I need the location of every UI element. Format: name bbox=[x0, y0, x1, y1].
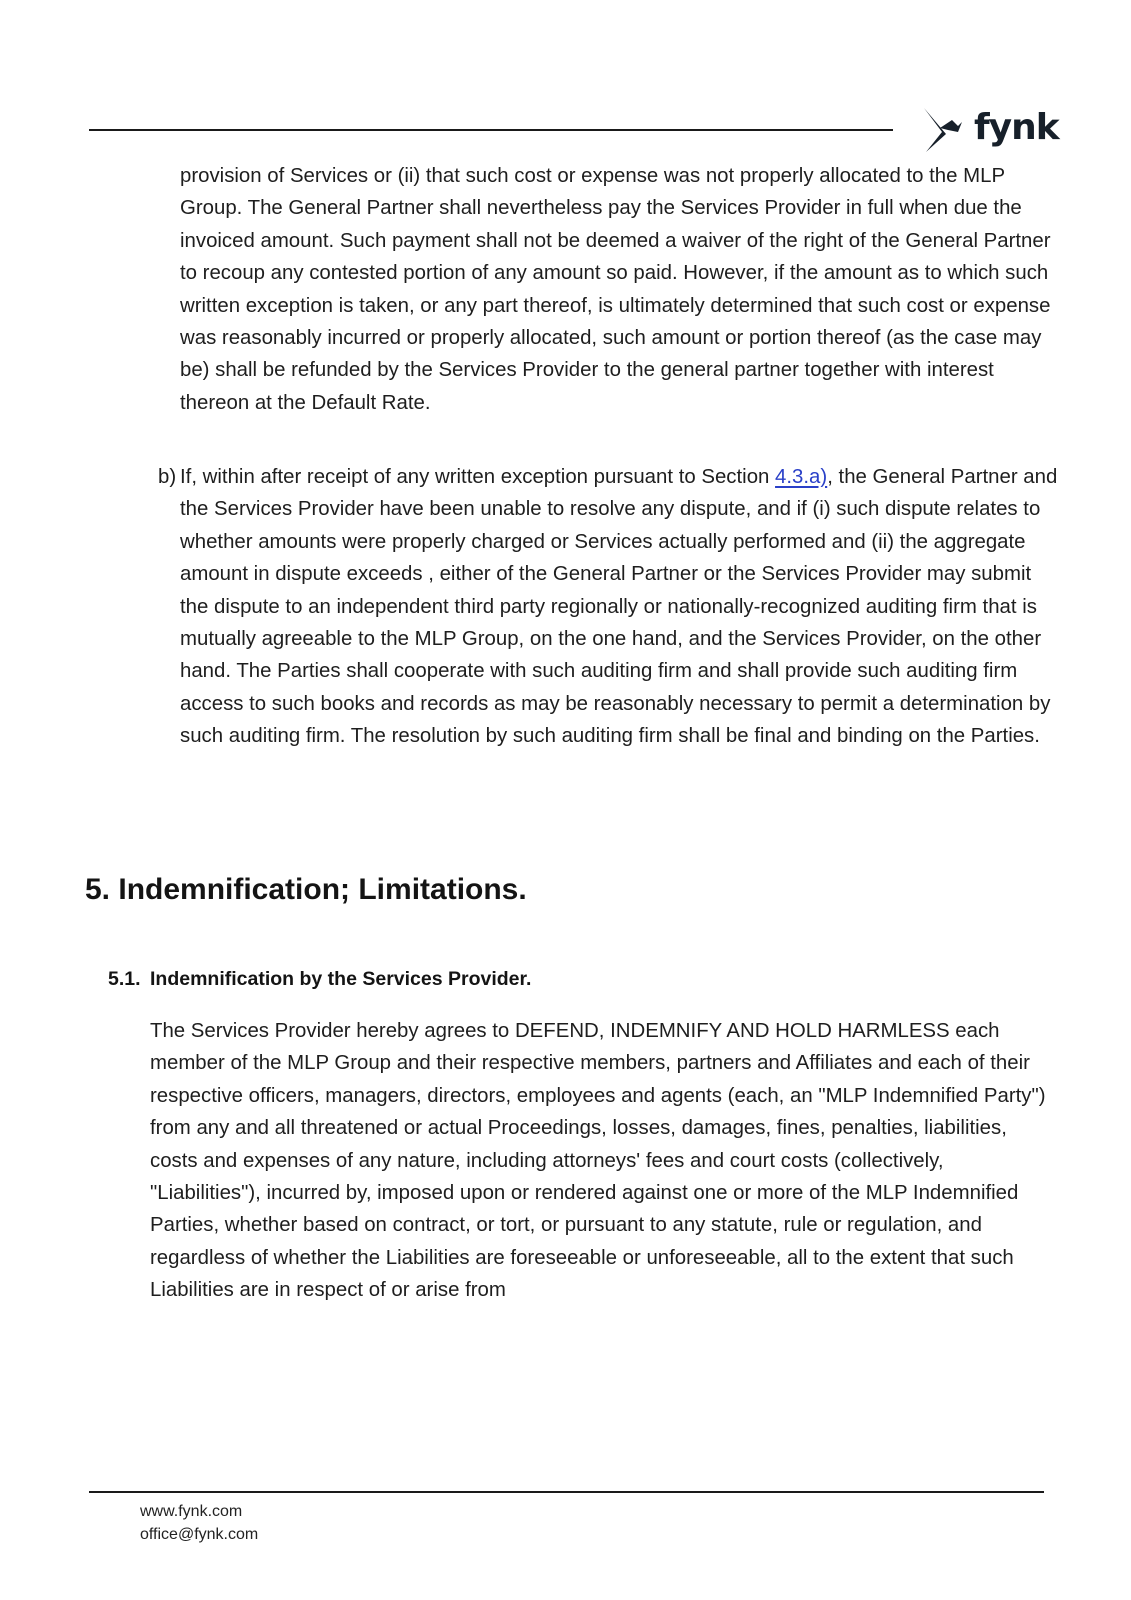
list-item-b-text-before: If, within after receipt of any written exception pursuant to Section bbox=[180, 466, 776, 488]
list-item-b-text bbox=[180, 461, 1058, 753]
subsection-heading bbox=[108, 965, 531, 993]
footer-divider bbox=[89, 1491, 1044, 1493]
subsection-title: Indemnification by the Services Provider. bbox=[150, 968, 532, 990]
fynk-logo bbox=[922, 104, 1059, 156]
footer-email: office@fynk.com bbox=[140, 1526, 259, 1543]
list-item-b-text-after: , the General Partner and the Services Provider have been unable to resolve any dispute, and if (i) such dispute relates to whether amounts were properly charged or Services actually performed and (ii) the aggregate amount in dispute exceeds , either of the General Partner or the Services Provider may submit the dispute to an independent third party regionally or nationally-recognized auditing firm that is mutually agreeable to the MLP Group, on the one hand, and the Services Provider, on the other hand. The Parties shall cooperate with such auditing firm and shall provide such auditing firm access to such books and records as may be reasonably necessary to permit a determination by such auditing firm. The resolution by such auditing firm shall be final and binding on the Parties. bbox=[180, 466, 1058, 748]
footer-website: www.fynk.com bbox=[140, 1503, 243, 1520]
subsection-body: The Services Provider hereby agrees to DEFEND, INDEMNIFY AND HOLD HARMLESS each member of the MLP Group and their respective members, partners and Affiliates and each of their respective officers, managers, directors, employees and agents (each, an "MLP Indemnified Party") from any and all threatened or actual Proceedings, losses, damages, fines, penalties, liabilities, costs and expenses of any nature, including attorneys' fees and court costs (collectively, "Liabilities"), incurred by, imposed upon or rendered against one or more of the MLP Indemnified Parties, whether based on contract, or tort, or pursuant to any statute, rule or regulation, and regardless of whether the Liabilities are foreseeable or unforeseeable, all to the extent that such Liabilities are in respect of or arise from bbox=[150, 1020, 1046, 1302]
subsection-number: 5.1. bbox=[108, 968, 141, 990]
section-heading: 5. Indemnification; Limitations. bbox=[85, 873, 527, 906]
bird-icon bbox=[922, 106, 970, 154]
section-cross-reference-link[interactable]: 4.3.a) bbox=[775, 466, 828, 488]
list-marker: b) bbox=[158, 466, 177, 488]
logo-text: fynk bbox=[974, 107, 1059, 148]
continuation-paragraph: provision of Services or (ii) that such cost or expense was not properly allocated to the MLP Group. The General Partner shall nevertheless pay the Services Provider in full when due the invoiced amount. Such payment shall not be deemed a waiver of the right of the General Partner to recoup any contested portion of any amount so paid. However, if the amount as to which such written exception is taken, or any part thereof, is ultimately determined that such cost or expense was reasonably incurred or properly allocated, such amount or portion thereof (as the case may be) shall be refunded by the Services Provider to the general partner together with interest thereon at the Default Rate. bbox=[180, 165, 1051, 414]
header-divider bbox=[89, 129, 893, 131]
